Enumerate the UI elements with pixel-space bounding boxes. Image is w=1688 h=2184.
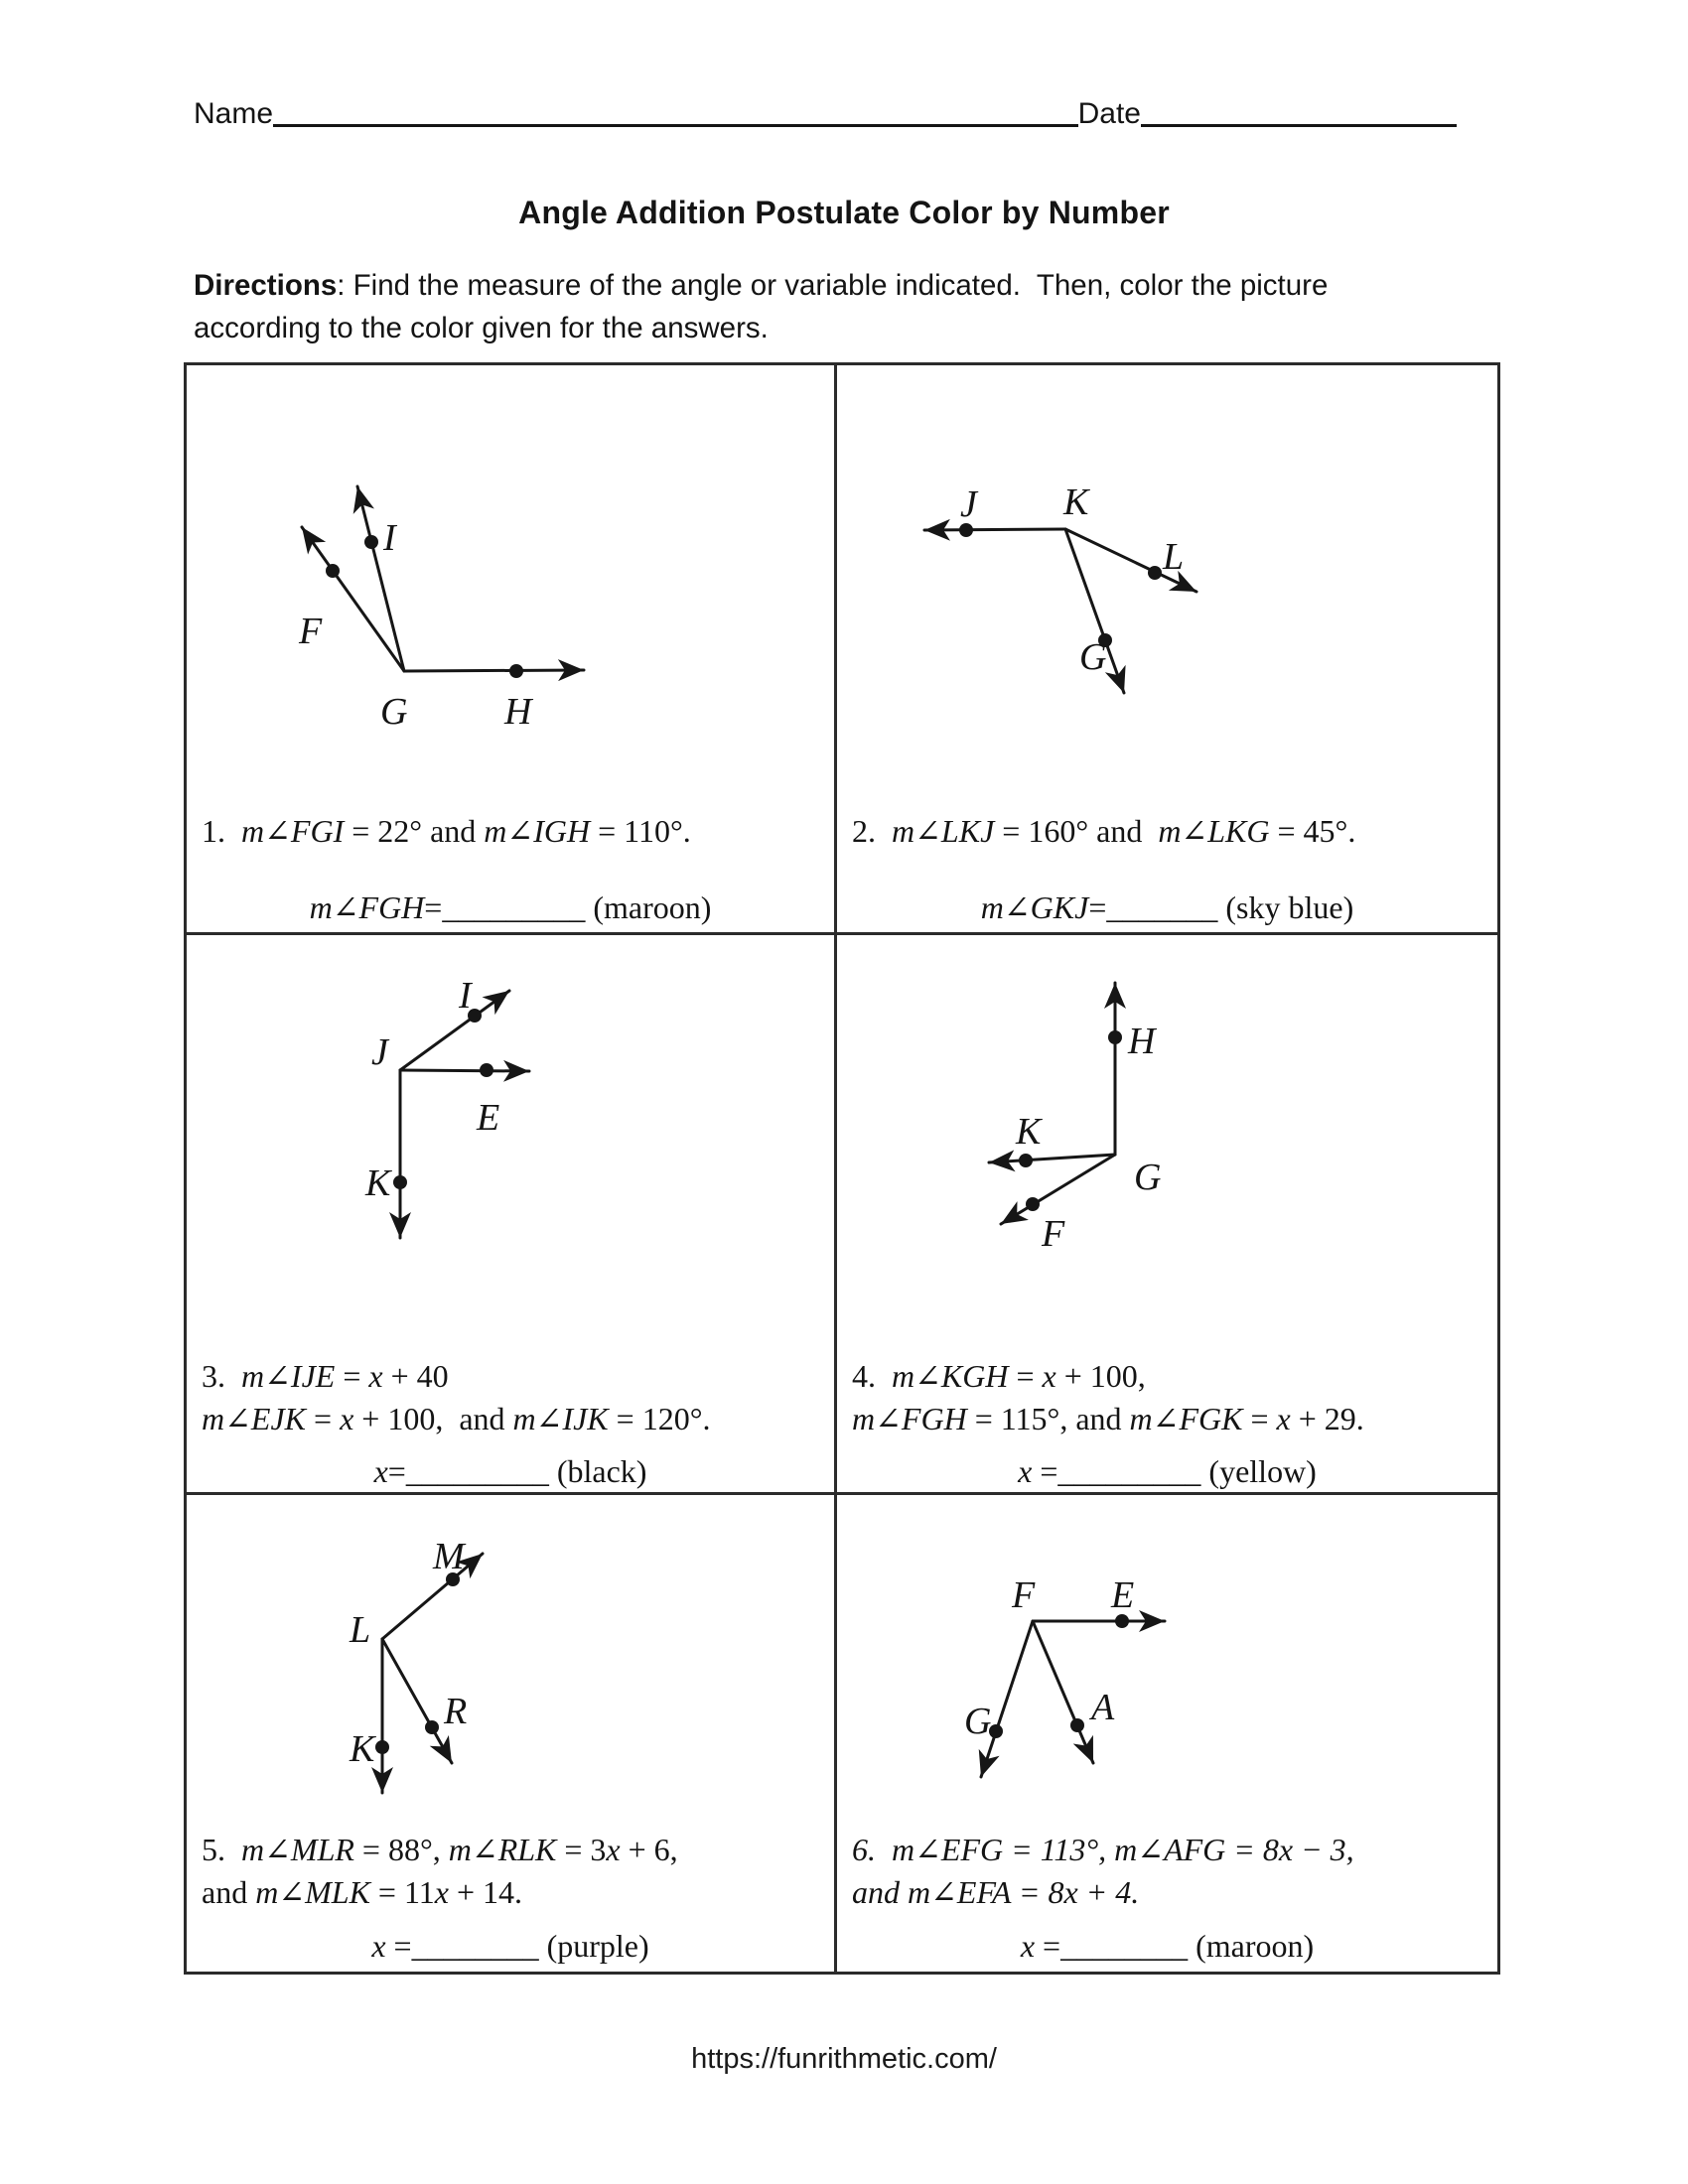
problem-5-line-1: 5. m∠MLR = 88°, m∠RLK = 3x + 6, [202,1832,678,1867]
ray-f-a [1033,1621,1093,1763]
point-e-dot [1115,1614,1129,1628]
label-f: F [299,611,323,652]
label-a: A [1091,1687,1115,1728]
label-i: I [459,975,472,1017]
problem-cell-1 [187,365,837,935]
point-k-dot [393,1175,407,1189]
label-r: R [444,1691,468,1732]
problem-3-answer-line: x=_________ (black) [373,1453,647,1489]
problem-4-line-2: m∠FGH = 115°, and m∠FGK = x + 29. [852,1401,1364,1436]
label-l: L [1163,536,1185,578]
point-l-dot [1148,566,1162,580]
problem-2-statement [852,810,1491,853]
problem-6-statement [852,1829,1491,1914]
label-k: K [350,1728,375,1770]
problem-5-statement [202,1829,828,1914]
problem-cell-4 [837,935,1497,1495]
ray-g-h [404,670,584,671]
point-i-dot [364,535,378,549]
problems-table [184,362,1500,1975]
point-e-dot [480,1063,493,1077]
label-l: L [350,1609,371,1651]
problem-3-line-1: 3. m∠IJE = x + 40 [202,1358,449,1394]
point-a-dot [1070,1718,1084,1732]
problem-cell-3 [187,935,837,1495]
page-title: Angle Addition Postulate Color by Number [518,195,1170,230]
date-label: Date [1077,97,1141,130]
point-j-dot [959,523,973,537]
label-f: F [1042,1213,1065,1255]
point-k-dot [1019,1154,1033,1167]
problem-4-answer-line: x =_________ (yellow) [1018,1453,1317,1489]
ray-g-i [357,486,404,671]
label-m: M [433,1536,465,1577]
name-label: Name [194,97,274,130]
directions-line-2: according to the color given for the answers. [194,312,769,344]
problem-3-statement [202,1355,828,1440]
ray-j-e [400,1070,529,1071]
label-g: G [380,691,408,733]
problem-1-answer-line: m∠FGH=_________ (maroon) [309,889,712,925]
problem-3-line-2: m∠EJK = x + 100, and m∠IJK = 120°. [202,1401,711,1436]
directions-line-1 [194,264,1457,307]
label-h: H [504,691,532,733]
point-h-dot [1108,1030,1122,1044]
problem-6-answer-line: x =________ (maroon) [1020,1928,1315,1964]
name-blank [273,124,1078,127]
label-g: G [964,1701,992,1742]
label-k: K [1016,1111,1042,1153]
point-f-dot [1026,1197,1040,1211]
label-k: K [365,1162,391,1204]
problem-1-statement [202,810,828,853]
ray-f-g [981,1621,1033,1777]
problem-5-answer-line: x =________ (purple) [371,1928,649,1964]
label-j: J [960,483,977,525]
label-f: F [1012,1574,1036,1616]
problem-4-statement [852,1355,1491,1440]
problem-5-line-2: and m∠MLK = 11x + 14. [202,1874,523,1910]
point-r-dot [425,1720,439,1734]
label-j: J [371,1031,388,1073]
label-h: H [1128,1021,1156,1062]
problem-cell-5 [187,1495,837,1972]
problem-2-answer-line: m∠GKJ=_______ (sky blue) [980,889,1354,925]
label-g: G [1134,1157,1162,1198]
ray-g-k [989,1155,1115,1162]
date-blank [1141,124,1457,127]
problem-cell-2 [837,365,1497,935]
footer-url: https://funrithmetic.com/ [691,2043,997,2075]
ray-l-r [382,1639,452,1763]
ray-k-j [924,529,1065,530]
problem-2-line-1: 2. m∠LKJ = 160° and m∠LKG = 45°. [852,813,1356,849]
label-g: G [1079,636,1107,678]
label-e: E [1111,1574,1135,1616]
problem-cell-6 [837,1495,1497,1972]
directions-label: Directions [194,269,338,302]
problem-1-line-1: 1. m∠FGI = 22° and m∠IGH = 110°. [202,813,691,849]
label-i: I [383,517,396,559]
ray-j-i [400,991,509,1070]
problem-6-line-1: 6. m∠EFG = 113°, m∠AFG = 8x − 3, [852,1832,1354,1867]
label-e: E [477,1097,500,1139]
problem-6-line-2: and m∠EFA = 8x + 4. [852,1874,1140,1910]
problem-4-line-1: 4. m∠KGH = x + 100, [852,1358,1146,1394]
directions [194,264,1457,349]
name-date-row [194,99,1457,131]
point-k-dot [375,1740,389,1754]
directions-text-1: : Find the measure of the angle or variable indicated. Then, color the picture [337,269,1329,302]
point-f-dot [326,564,340,578]
label-k: K [1063,481,1089,523]
point-h-dot [509,664,523,678]
